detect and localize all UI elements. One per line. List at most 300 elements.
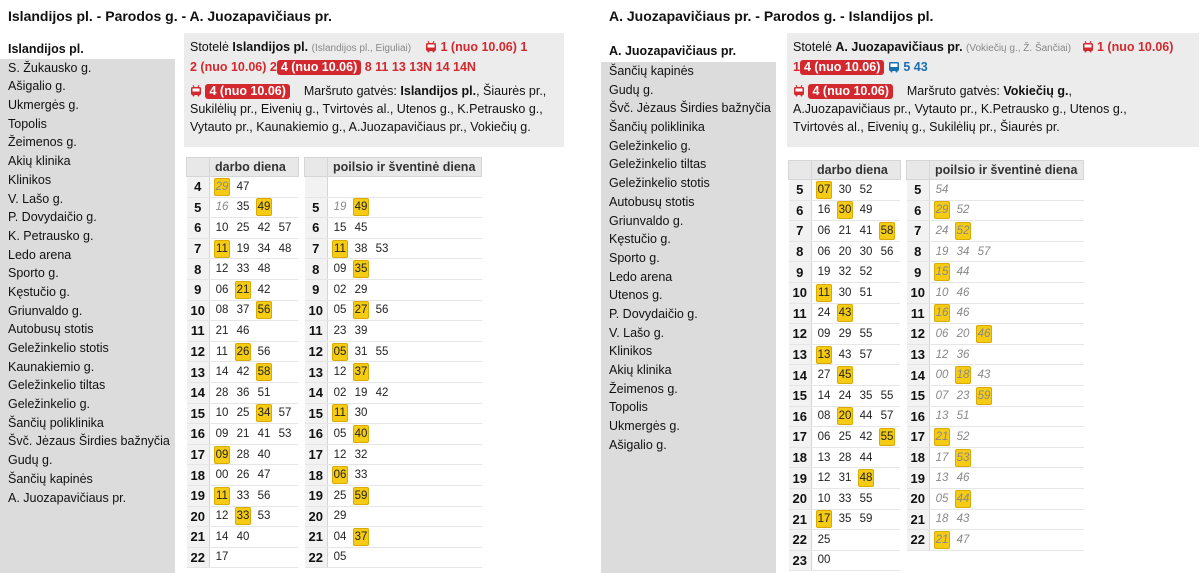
stop-item[interactable]: A. Juozapavičiaus pr. — [8, 490, 127, 505]
hour-cell: 6 — [305, 218, 328, 239]
departure-minute: 24 — [935, 224, 949, 237]
minutes-cell — [328, 238, 482, 259]
departure-minute: 52 — [956, 430, 970, 443]
departure-minute: 36 — [236, 386, 250, 399]
departure-minute: 41 — [257, 427, 271, 440]
departure-minute: 13 — [935, 472, 949, 485]
route-link[interactable]: 1 — [793, 60, 800, 74]
highlighted-departure-minute: 55 — [879, 428, 895, 446]
timetable-row — [187, 177, 299, 198]
departure-minute: 17 — [215, 551, 229, 564]
minutes-cell — [328, 444, 482, 465]
hour-cell: 10 — [907, 282, 930, 303]
departure-minute: 04 — [333, 530, 347, 543]
hour-cell: 13 — [789, 344, 812, 365]
hour-cell: 9 — [907, 262, 930, 283]
timetable-row — [187, 341, 299, 362]
timetable-row — [187, 362, 299, 383]
departure-minute: 12 — [333, 448, 347, 461]
stop-item[interactable]: Geležinkelio g. — [609, 138, 691, 153]
departure-minute: 02 — [333, 386, 347, 399]
timetable-row — [305, 341, 482, 362]
highlighted-departure-minute: 33 — [235, 507, 251, 525]
departure-minute: 06 — [817, 224, 831, 237]
stop-item[interactable]: Kaunakiemio g. — [8, 359, 95, 374]
departure-minute: 00 — [817, 554, 831, 567]
departure-minute: 29 — [354, 283, 368, 296]
stop-info-box — [184, 33, 564, 147]
timetable-row — [907, 509, 1084, 530]
holiday-header: poilsio ir šventinė diena — [328, 158, 482, 177]
stop-item[interactable]: Autobusų stotis — [609, 194, 695, 209]
stop-item[interactable]: Ašigalio g. — [8, 79, 66, 94]
hour-cell: 13 — [187, 362, 210, 383]
highlighted-departure-minute: 11 — [332, 240, 348, 258]
departure-minute: 38 — [354, 242, 368, 255]
stop-item[interactable]: Šančių poliklinika — [609, 120, 705, 135]
departure-minute: 40 — [236, 530, 250, 543]
departure-minute: 25 — [236, 407, 250, 420]
minutes-cell — [930, 365, 1084, 386]
departure-minute: 34 — [257, 242, 271, 255]
timetable-row — [789, 262, 901, 283]
hour-cell: 20 — [305, 506, 328, 527]
highlighted-departure-minute: 34 — [256, 404, 272, 422]
minutes-cell — [328, 382, 482, 403]
route-link[interactable]: 1 (nuo 10.06) 1 — [440, 40, 528, 54]
highlighted-departure-minute: 49 — [256, 198, 272, 216]
stop-item[interactable]: Autobusų stotis — [8, 322, 94, 337]
departure-minute: 00 — [215, 469, 229, 482]
stop-item[interactable]: Ledo arena — [8, 247, 72, 262]
trolleybus-icon — [1082, 41, 1094, 53]
highlighted-departure-minute: 52 — [955, 222, 971, 240]
trolleybus-icon — [793, 85, 805, 97]
timetable-row — [907, 324, 1084, 345]
departure-minute: 14 — [215, 366, 229, 379]
timetable-row — [305, 424, 482, 445]
highlighted-departure-minute: 59 — [976, 387, 992, 405]
stop-item[interactable]: Topolis — [8, 116, 47, 131]
departure-minute: 11 — [216, 345, 228, 358]
route-link[interactable]: 5 43 — [903, 60, 928, 74]
stop-item[interactable]: Kęstučio g. — [8, 284, 70, 299]
departure-minute: 19 — [817, 266, 831, 279]
minutes-cell — [328, 547, 482, 568]
timetable-row — [907, 365, 1084, 386]
timetable-row — [305, 197, 482, 218]
stop-item[interactable]: Kęstučio g. — [609, 232, 671, 247]
departure-minute: 10 — [935, 286, 949, 299]
stop-item[interactable]: Švč. Jėzaus Širdies bažnyčia — [8, 434, 170, 449]
timetable-row — [789, 550, 901, 571]
minutes-cell — [328, 341, 482, 362]
minutes-cell — [812, 427, 901, 448]
minutes-cell — [328, 197, 482, 218]
minutes-cell — [930, 324, 1084, 345]
timetable-row — [305, 362, 482, 383]
departure-minute: 42 — [257, 221, 271, 234]
departure-minute: 43 — [977, 369, 991, 382]
route-title: A. Juozapavičiaus pr. - Parodos g. - Islandijos pl. — [609, 8, 934, 24]
timetable-row — [187, 506, 299, 527]
stop-item[interactable]: Utenos g. — [609, 288, 663, 303]
timetable-row — [187, 300, 299, 321]
minutes-cell — [812, 530, 901, 551]
stop-item[interactable]: Žeimenos g. — [8, 135, 77, 150]
current-stop[interactable]: A. Juozapavičiaus pr. — [601, 40, 776, 62]
departure-minute: 56 — [880, 245, 894, 258]
minutes-cell — [930, 530, 1084, 551]
workday-timetable — [788, 160, 901, 571]
departure-minute: 10 — [215, 407, 229, 420]
departure-minute: 48 — [278, 242, 292, 255]
minutes-cell — [210, 218, 299, 239]
stop-item[interactable]: Akių klinika — [8, 154, 71, 169]
hour-cell: 21 — [789, 509, 812, 530]
departure-minute: 32 — [838, 266, 852, 279]
minutes-cell — [328, 321, 482, 342]
departure-minute: 46 — [956, 286, 970, 299]
departure-minute: 35 — [838, 513, 852, 526]
hour-cell: 17 — [187, 444, 210, 465]
departure-minute: 06 — [817, 245, 831, 258]
timetable-row — [305, 218, 482, 239]
route-link[interactable]: 1 (nuo 10.06) — [1096, 40, 1174, 54]
highlighted-departure-minute: 48 — [858, 469, 874, 487]
timetable-row — [907, 262, 1084, 283]
hour-cell: 12 — [907, 324, 930, 345]
stop-item[interactable]: Gudų g. — [8, 453, 53, 468]
street-text: Tvirtovės al., Eivenių g., Sukilėlių pr., Šiaurės pr. — [793, 120, 1060, 134]
hour-cell: 21 — [305, 527, 328, 548]
departure-minute: 46 — [956, 472, 970, 485]
departure-minute: 47 — [236, 180, 250, 193]
current-stop[interactable]: Islandijos pl. — [0, 40, 175, 59]
hour-cell: 17 — [305, 444, 328, 465]
hour-cell: 16 — [907, 406, 930, 427]
departure-minute: 07 — [935, 389, 949, 402]
stop-note: (Islandijos pl., Eiguliai) — [311, 43, 412, 54]
timetable-row — [789, 385, 901, 406]
departure-minute: 30 — [354, 407, 368, 420]
stop-item[interactable]: Ašigalio g. — [609, 437, 667, 452]
stop-item[interactable]: P. Dovydaičio g. — [609, 306, 698, 321]
highlighted-departure-minute: 37 — [353, 363, 369, 381]
departure-minute: 54 — [935, 183, 949, 196]
timetable-row — [907, 427, 1084, 448]
departure-minute: 52 — [956, 204, 970, 217]
departure-minute: 24 — [838, 389, 852, 402]
street-text: Sukilėlių pr., Eivenių g., Tvirtovės al., Utenos g., K.Petrausko g., — [190, 102, 543, 116]
stop-item[interactable]: Geležinkelio stotis — [609, 176, 710, 191]
minutes-cell — [210, 300, 299, 321]
hour-cell: 12 — [305, 341, 328, 362]
timetable-row — [187, 444, 299, 465]
timetable-row — [187, 382, 299, 403]
timetable-row — [305, 506, 482, 527]
departure-minute: 23 — [956, 389, 970, 402]
departure-minute: 09 — [215, 427, 229, 440]
departure-minute: 45 — [354, 221, 368, 234]
minutes-cell — [812, 509, 901, 530]
timetable-row — [789, 468, 901, 489]
stop-item[interactable]: Geležinkelio tiltas — [8, 378, 106, 393]
minutes-cell — [930, 282, 1084, 303]
departure-minute: 20 — [838, 245, 852, 258]
departure-minute: 47 — [956, 533, 970, 546]
street-text: , — [1068, 84, 1072, 98]
departure-minute: 43 — [838, 348, 852, 361]
timetable-row — [305, 238, 482, 259]
stop-label: Stotelė — [793, 40, 832, 54]
departure-minute: 57 — [278, 221, 292, 234]
stop-item[interactable]: Geležinkelio tiltas — [609, 157, 707, 172]
departure-minute: 42 — [236, 366, 250, 379]
stop-name: A. Juozapavičiaus pr. — [835, 40, 963, 54]
highlighted-departure-minute: 17 — [816, 510, 832, 528]
stop-label: Stotelė — [190, 40, 229, 54]
minutes-cell — [210, 238, 299, 259]
stop-item[interactable]: Gudų g. — [609, 82, 654, 97]
hour-cell: 6 — [187, 218, 210, 239]
departure-minute: 35 — [859, 389, 873, 402]
departure-minute: 57 — [859, 348, 873, 361]
minutes-cell — [930, 385, 1084, 406]
departure-minute: 28 — [838, 451, 852, 464]
stop-item[interactable]: Žeimenos g. — [609, 381, 678, 396]
stop-item[interactable]: Geležinkelio stotis — [8, 341, 109, 355]
active-route-badge[interactable]: 4 (nuo 10.06) — [277, 60, 361, 75]
hour-cell: 19 — [789, 468, 812, 489]
stop-note: (Vokiečių g., Ž. Šančiai) — [966, 43, 1072, 54]
hour-cell: 12 — [789, 324, 812, 345]
minutes-cell — [328, 485, 482, 506]
minutes-cell — [210, 362, 299, 383]
highlighted-departure-minute: 35 — [353, 260, 369, 278]
stop-item[interactable]: Šančių kapinės — [8, 471, 93, 486]
highlighted-departure-minute: 43 — [837, 304, 853, 322]
street-text: A.Juozapavičiaus pr., Vytauto pr., K.Petrausko g., Utenos g., — [793, 102, 1127, 116]
stop-info-box — [787, 33, 1199, 147]
highlighted-departure-minute: 58 — [256, 363, 272, 381]
departure-minute: 19 — [935, 245, 949, 258]
minutes-cell — [210, 506, 299, 527]
departure-minute: 41 — [859, 224, 873, 237]
departure-minute: 25 — [817, 533, 831, 546]
departure-minute: 28 — [236, 448, 250, 461]
departure-minute: 27 — [817, 369, 831, 382]
hour-cell: 10 — [789, 282, 812, 303]
hour-cell: 14 — [305, 382, 328, 403]
departure-minute: 55 — [859, 492, 873, 505]
minutes-cell — [930, 180, 1084, 201]
hour-cell: 13 — [305, 362, 328, 383]
minutes-cell — [210, 341, 299, 362]
departure-minute: 44 — [859, 410, 873, 423]
highlighted-departure-minute: 37 — [353, 528, 369, 546]
first-street: Islandijos pl. — [400, 84, 477, 98]
highlighted-departure-minute: 49 — [353, 198, 369, 216]
highlighted-departure-minute: 30 — [837, 201, 853, 219]
departure-minute: 26 — [236, 469, 250, 482]
active-route-badge[interactable]: 4 (nuo 10.06) — [800, 60, 884, 75]
street-text: , Šiaurės pr., — [476, 84, 547, 98]
departure-minute: 49 — [859, 204, 873, 217]
stop-item[interactable]: K. Petrausko g. — [8, 228, 94, 243]
route-link[interactable]: 2 (nuo 10.06) 2 — [190, 60, 277, 74]
hour-cell: 19 — [187, 485, 210, 506]
departure-minute: 25 — [236, 221, 250, 234]
timetable-row — [187, 197, 299, 218]
stop-item[interactable]: Akių klinika — [609, 363, 672, 377]
first-street: Vokiečių g. — [1003, 84, 1069, 98]
stop-item[interactable]: Ukmergės g. — [8, 98, 79, 113]
minutes-cell — [210, 424, 299, 445]
minutes-cell — [210, 547, 299, 568]
stop-item[interactable]: Švč. Jėzaus Širdies bažnyčia — [609, 101, 771, 116]
hour-cell: 8 — [907, 241, 930, 262]
departure-minute: 14 — [215, 530, 229, 543]
highlighted-departure-minute: 26 — [235, 343, 251, 361]
departure-minute: 44 — [859, 451, 873, 464]
highlighted-departure-minute: 05 — [332, 343, 348, 361]
timetable-row — [305, 444, 482, 465]
minutes-cell — [210, 321, 299, 342]
departure-minute: 51 — [257, 386, 271, 399]
stop-item[interactable]: Šančių kapinės — [609, 64, 694, 78]
timetable-row — [789, 427, 901, 448]
departure-minute: 33 — [838, 492, 852, 505]
departure-minute: 33 — [354, 469, 368, 482]
minutes-cell — [930, 468, 1084, 489]
hour-cell: 22 — [187, 547, 210, 568]
holiday-header: poilsio ir šventinė diena — [930, 161, 1084, 180]
departure-minute: 20 — [956, 327, 970, 340]
departure-minute: 21 — [838, 224, 852, 237]
stop-item[interactable]: Geležinkelio g. — [8, 397, 90, 412]
trolleybus-icon — [190, 85, 202, 97]
hour-cell: 15 — [907, 385, 930, 406]
hour-cell: 7 — [305, 238, 328, 259]
hour-cell: 20 — [187, 506, 210, 527]
timetable-row — [907, 530, 1084, 551]
stop-item[interactable]: S. Žukausko g. — [8, 60, 92, 75]
hour-cell: 19 — [305, 485, 328, 506]
stop-item[interactable]: Topolis — [609, 400, 648, 415]
departure-minute: 21 — [215, 324, 229, 337]
timetable-row — [305, 403, 482, 424]
hour-cell: 13 — [907, 344, 930, 365]
hour-cell: 5 — [907, 180, 930, 201]
departure-minute: 53 — [257, 510, 271, 523]
departure-minute: 39 — [354, 324, 368, 337]
departure-minute: 16 — [215, 201, 229, 214]
departure-minute: 32 — [354, 448, 368, 461]
timetable-row — [907, 180, 1084, 201]
minutes-cell — [328, 403, 482, 424]
stop-item[interactable]: Klinikos — [609, 344, 653, 359]
stop-item[interactable]: Sporto g. — [609, 250, 660, 265]
minutes-cell — [328, 506, 482, 527]
highlighted-departure-minute: 59 — [353, 487, 369, 505]
stop-item[interactable]: P. Dovydaičio g. — [8, 210, 97, 225]
stop-item[interactable]: V. Lašo g. — [609, 325, 665, 340]
stop-item[interactable]: Griunvaldo g. — [609, 213, 684, 228]
right-route-panel — [601, 0, 1200, 573]
departure-minute: 12 — [215, 263, 229, 276]
minutes-cell — [930, 509, 1084, 530]
minutes-cell — [328, 527, 482, 548]
minutes-cell — [930, 447, 1084, 468]
hour-cell: 23 — [789, 550, 812, 571]
departure-minute: 06 — [215, 283, 229, 296]
timetable-row — [789, 200, 901, 221]
stop-item[interactable]: Sporto g. — [8, 266, 59, 281]
timetable-row — [187, 321, 299, 342]
hour-cell: 17 — [907, 427, 930, 448]
stop-item[interactable]: Griunvaldo g. — [8, 303, 83, 318]
departure-minute: 31 — [838, 472, 852, 485]
departure-minute: 53 — [375, 242, 389, 255]
hour-cell: 8 — [305, 259, 328, 280]
stop-item[interactable]: Klinikos — [8, 172, 52, 187]
timetable-row — [789, 241, 901, 262]
highlighted-departure-minute: 29 — [934, 201, 950, 219]
departure-minute: 33 — [236, 489, 250, 502]
minutes-cell — [812, 385, 901, 406]
route-badge: 4 (nuo 10.06) — [205, 84, 289, 99]
stop-item[interactable]: Šančių poliklinika — [8, 415, 104, 430]
departure-minute: 05 — [333, 551, 347, 564]
hour-cell: 21 — [187, 527, 210, 548]
route-link[interactable]: 8 11 13 13N 14 14N — [364, 60, 476, 74]
hour-cell: 14 — [187, 382, 210, 403]
stop-item[interactable]: Ukmergės g. — [609, 419, 680, 434]
departure-minute: 28 — [215, 386, 229, 399]
hour-cell: 7 — [907, 221, 930, 242]
streets-label: Maršruto gatvės: — [906, 84, 1000, 98]
departure-minute: 55 — [375, 345, 389, 358]
hour-cell: 18 — [789, 447, 812, 468]
timetable-row — [789, 365, 901, 386]
departure-minute: 36 — [956, 348, 970, 361]
timetable-row — [907, 447, 1084, 468]
departure-minute: 57 — [977, 245, 991, 258]
minutes-cell — [812, 180, 901, 201]
minutes-cell — [328, 424, 482, 445]
stop-item[interactable]: Ledo arena — [609, 269, 673, 284]
minutes-cell — [930, 427, 1084, 448]
highlighted-departure-minute: 11 — [332, 404, 348, 422]
stop-item[interactable]: V. Lašo g. — [8, 191, 64, 206]
timetable-row — [187, 259, 299, 280]
minutes-cell — [328, 300, 482, 321]
departure-minute: 25 — [838, 430, 852, 443]
left-route-panel — [0, 0, 585, 573]
departure-minute: 12 — [215, 510, 229, 523]
departure-minute: 12 — [817, 472, 831, 485]
hour-cell: 10 — [305, 300, 328, 321]
departure-minute: 56 — [375, 304, 389, 317]
hour-cell: 11 — [187, 321, 210, 342]
timetable-row — [907, 303, 1084, 324]
minutes-cell — [930, 344, 1084, 365]
departure-minute: 23 — [333, 324, 347, 337]
timetable-row — [187, 527, 299, 548]
timetable-row — [789, 180, 901, 201]
hour-cell: 14 — [907, 365, 930, 386]
